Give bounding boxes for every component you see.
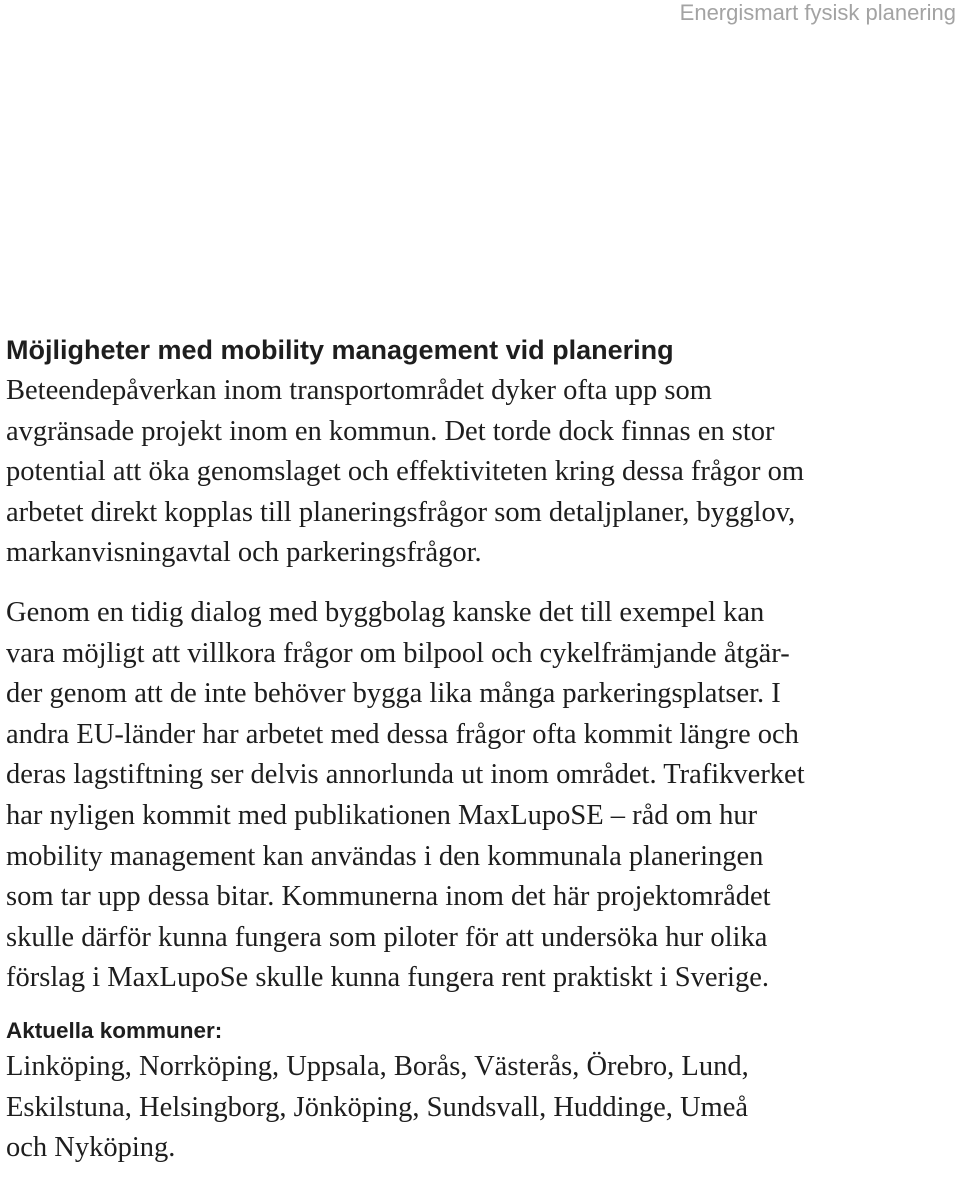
text-line: skulle därför kunna fungera som piloter för att undersöka hur olika (6, 921, 768, 953)
municipalities-heading: Aktuella kommuner: (6, 1017, 223, 1043)
text-line: arbetet direkt kopplas till planeringsfrågor som detaljplaner, bygglov, (6, 496, 796, 528)
text-line: Beteendepåverkan inom transportområdet dyker ofta upp som (6, 375, 712, 406)
text-line: har nyligen kommit med publikationen MaxLupoSE – råd om hur (6, 799, 758, 831)
text-line: andra EU-länder har arbetet med dessa frågor ofta kommit längre och (6, 718, 799, 750)
text-line: der genom att de inte behöver bygga lika många parkeringsplatser. I (6, 678, 781, 710)
text-line: Genom en tidig dialog med byggbolag kanske det till exempel kan (6, 596, 765, 628)
text-line: Linköping, Norrköping, Uppsala, Borås, Västerås, Örebro, Lund, (6, 1050, 749, 1082)
text-line: mobility management kan användas i den kommunala planeringen (6, 840, 764, 872)
running-header: Energismart fysisk planering (679, 0, 956, 25)
text-line: avgränsade projekt inom en kommun. Det torde dock finnas en stor (6, 415, 775, 447)
text-line: potential att öka genomslaget och effektiviteten kring dessa frågor om (6, 456, 805, 488)
text-line: Eskilstuna, Helsingborg, Jönköping, Sundsvall, Huddinge, Umeå (6, 1091, 749, 1123)
text-line: markanvisningavtal och parkeringsfrågor. (6, 537, 482, 569)
text-line: och Nyköping. (6, 1132, 176, 1164)
paragraph-dialog (6, 593, 956, 999)
text-line: vara möjligt att villkora frågor om bilpool och cykelfrämjande åtgär- (6, 637, 790, 669)
paragraph-intro (6, 371, 956, 574)
text-line: förslag i MaxLupoSe skulle kunna fungera rent praktiskt i Sverige. (6, 962, 769, 994)
text-line: som tar upp dessa bitar. Kommunerna inom det här projektområdet (6, 881, 771, 913)
municipalities-list (6, 1047, 956, 1169)
main-content (6, 330, 956, 1169)
text-line: deras lagstiftning ser delvis annorlunda ut inom området. Trafikverket (6, 759, 805, 791)
section-title: Möjligheter med mobility management vid planering (6, 335, 674, 365)
